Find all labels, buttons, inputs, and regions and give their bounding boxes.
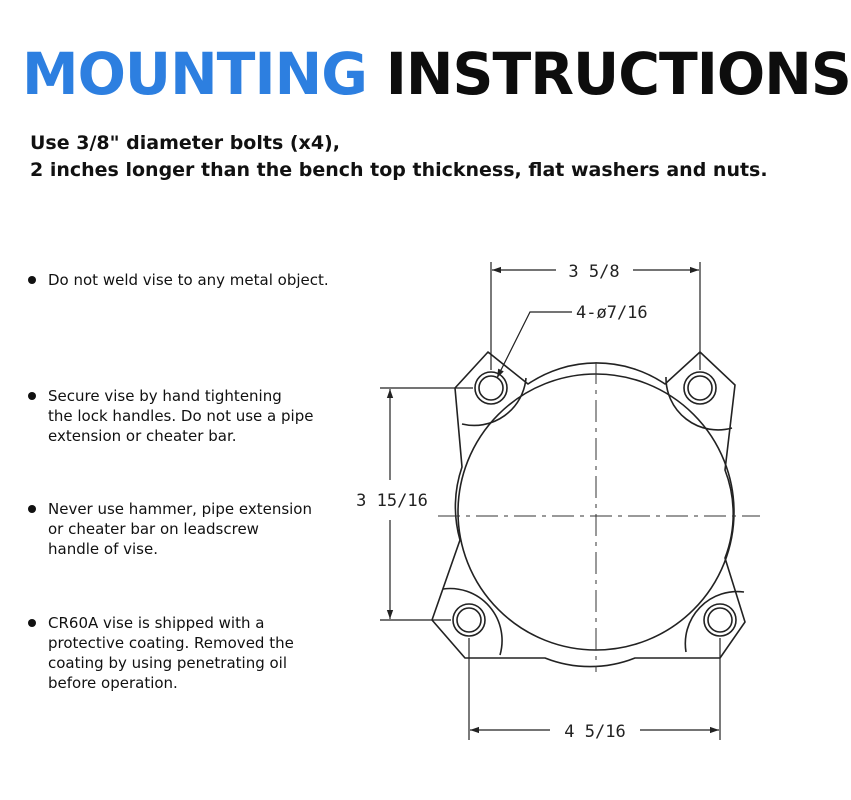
bolt-requirements-line-1: Use 3/8" diameter bolts (x4), (30, 132, 340, 154)
title-word-mounting: MOUNTING (22, 40, 367, 108)
pad-arc-bottom-left (443, 589, 502, 655)
instruction-line: Never use hammer, pipe extension (48, 500, 312, 518)
dimension-label-top: 3 5/8 (568, 262, 620, 282)
dimension-label-left: 3 15/16 (356, 491, 428, 511)
instruction-line: Secure vise by hand tightening (48, 387, 282, 405)
dimension-label-hole: 4-ø7/16 (576, 303, 648, 323)
instruction-line: coating by using penetrating oil (48, 654, 287, 672)
instruction-line: protective coating. Removed the (48, 634, 294, 652)
instruction-line: or cheater bar on leadscrew (48, 520, 259, 538)
instruction-line: CR60A vise is shipped with a (48, 614, 265, 632)
bolt-hole-top-right (684, 372, 716, 404)
instruction-line: extension or cheater bar. (48, 427, 237, 445)
instruction-line: handle of vise. (48, 540, 158, 558)
bolt-hole-bottom-right (704, 604, 736, 636)
instruction-line: before operation. (48, 674, 178, 692)
bolt-hole-top-left (475, 372, 507, 404)
instruction-line: Do not weld vise to any metal object. (48, 271, 329, 289)
title-word-instructions: INSTRUCTIONS (385, 40, 851, 108)
dimension-label-bottom: 4 5/16 (564, 722, 626, 742)
bolt-hole-bottom-left (453, 604, 485, 636)
instruction-line: the lock handles. Do not use a pipe (48, 407, 314, 425)
bolt-requirements-line-2: 2 inches longer than the bench top thickness, flat washers and nuts. (30, 159, 768, 181)
